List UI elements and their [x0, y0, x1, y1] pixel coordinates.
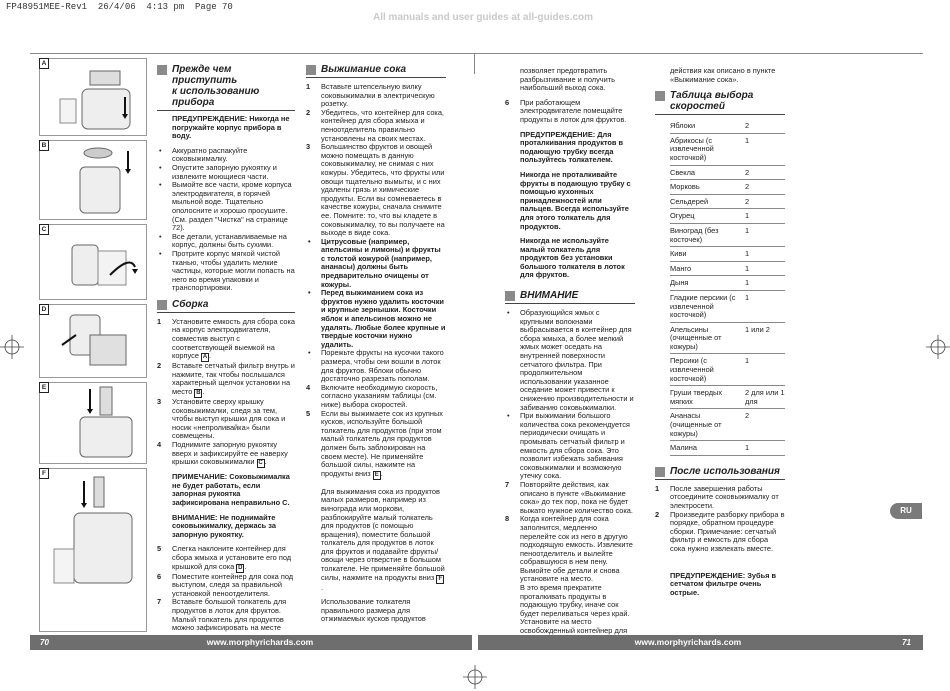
column-2 — [306, 64, 446, 630]
watermark-text: All manuals and user guides at all-guides.com — [373, 12, 594, 23]
column-4 — [655, 67, 785, 603]
list-item: 3 Установите сверху крышку соковыжималки, следя за тем, чтобы выступ крышки для сока и носик «непроливайка» были совмещены. — [157, 397, 286, 441]
section-after-use-heading — [655, 466, 785, 477]
list-item: 5 Слегка наклоните контейнер для сбора жмыха и установите его под крышкой для сока D . — [157, 544, 292, 571]
registration-mark-right-icon — [926, 335, 950, 359]
speed-table-row — [670, 119, 785, 134]
figure-label: D — [39, 304, 49, 315]
list-item: 7 Повторяйте действия, как описано в пункте «Выжимание сока» до тех пор, пока не будет выжато нужное количество сока. — [505, 479, 633, 515]
section-speed-table-heading — [655, 90, 785, 112]
speed-table-food: Манго — [670, 263, 692, 273]
speed-table-row — [670, 224, 785, 247]
pulp-container-illustration-icon — [40, 305, 146, 375]
speed-table-speed: 1 — [745, 135, 750, 145]
speed-table-speed: 2 — [745, 196, 750, 206]
center-crop-line — [474, 54, 475, 74]
speed-table-food: Малина — [670, 443, 697, 453]
list-item: • Все детали, устанавливаемые на корпус, должны быть сухими. — [157, 233, 295, 250]
list-item: • При выжимании большого количества сока рекомендуется периодически очищать и промывать сетчатый фильтр и емкость для сбора сока. Это позволит избежать забивания соковыжималки и возможную утечку сока. — [505, 412, 635, 481]
speed-table-food: Свекла — [670, 167, 696, 177]
continued-text: В это время прекратите проталкивать продукты в подающую трубку, иначе сок будет переливаться через край. Установите на место освобожденный контейнер для — [520, 583, 630, 636]
attention-list — [505, 309, 635, 481]
warning-text: ВНИМАНИЕ: Не поднимайте соковыжималку, держась за запорную рукоятку. — [172, 512, 276, 539]
list-item: 2 Вставьте сетчатый фильтр внутрь и нажмите, так чтобы послышался характерный щелчок установки на место B . — [157, 361, 295, 397]
section-square-icon — [655, 467, 665, 477]
speed-table-food: Огурец — [670, 211, 695, 221]
speed-table-food: Киви — [670, 249, 687, 259]
list-item: • Вымойте все части, кроме корпуса электродвигателя, в горячей мыльной воде. Тщательно ополосните и хорошо просушите. (См. раздел "Чистка" на странице 72). — [157, 181, 295, 233]
figure-label: E — [39, 382, 49, 393]
speed-table-speed: 1 — [745, 263, 750, 273]
section-rule — [157, 312, 295, 313]
section-rule — [157, 110, 295, 111]
section-square-icon — [157, 65, 167, 75]
footer-bar-right — [478, 635, 923, 650]
juicing-steps-continued — [306, 384, 446, 480]
speed-table-row — [670, 166, 785, 181]
speed-table-speed: 2 — [745, 182, 750, 192]
speed-table-food: Виноград (без косточек) — [670, 225, 719, 244]
list-item: 8 Когда контейнер для сока заполнится, медленно перелейте сок из него в другую подходящую емкость. Извлеките пеноотделитель и вылейте собравшуюся в нем пену. Вымойте обе детали и снова установите на место. — [505, 514, 633, 584]
list-item: • Перед выжиманием сока из фруктов нужно удалить косточки и крупные зернышки. Косточки яблок и апельсинов можно не удалять. Любые более крупные и твердые косточки нужно удалить. — [306, 289, 446, 349]
list-item: 2 Произведите разборку прибора в порядке, обратном процедуре сборки. Примечание: сетчатый фильтр и емкость для сбора сока нужно извлекать вместе. — [655, 509, 785, 553]
section-title: Таблица выбора — [670, 90, 754, 102]
continued-text: позволяет предотвратить разбрызгивание и получить наибольший выход сока. — [520, 66, 615, 93]
speed-table-row — [670, 291, 785, 323]
speed-table-speed: 2 — [745, 167, 750, 177]
section-title: Сборка — [172, 298, 209, 310]
section-title: к использованию — [172, 86, 260, 97]
paragraph-small-items: Для выжимания сока из продуктов малых размеров, например из винограда или моркови, разблокируйте малый толкатель для продуктов (с помощью вращения), поместите большой толкатель для продуктов в лоток для фруктов и подавайте фрукты/овощи через отверстие в большом толкателе. Не применяйте большой силы, нажмите на продукты вниз F. — [321, 486, 445, 592]
speed-table-food: Яблоки — [670, 121, 696, 131]
juicing-steps — [306, 83, 446, 238]
speed-table — [655, 119, 785, 456]
continued-text: действия как описано в пункте «Выжимание сока». — [670, 66, 776, 84]
section-rule — [306, 77, 446, 78]
speed-table-food: Гладкие персики (с извлеченной косточкой) — [670, 292, 736, 320]
list-item: 7 Вставьте большой толкатель для продуктов в лоток для фруктов. Малый толкатель для продуктов можно зафиксировать на месте — [157, 597, 287, 633]
figure-d — [39, 304, 147, 378]
list-item: 4 Поднимите запорную рукоятку вверх и зафиксируйте ее наверху крышки соковыжималки C . — [157, 440, 288, 467]
speed-table-speed: 2 для или 1 для — [745, 388, 785, 406]
footer-url-left: www.morphyrichards.com — [206, 637, 314, 647]
figure-label: C — [39, 224, 49, 235]
speed-table-food: Дыня — [670, 278, 689, 288]
paragraph-pusher-size: Использование толкателя правильного размера для отжимаемых кусков продуктов — [321, 597, 426, 624]
speed-table-speed: 1 — [745, 211, 750, 221]
column-3 — [505, 67, 635, 650]
note-text: ПРИМЕЧАНИЕ: Соковыжималка не будет работать, если запорная рукоятка зафиксирована неправильно C. — [172, 472, 290, 507]
section-juicing-heading — [306, 64, 446, 75]
list-item: 6 Поместите контейнер для сока под выступом, следя за правильной установкой пеноотделителя. — [157, 571, 294, 598]
speed-table-row — [670, 409, 785, 441]
registration-mark-bottom-icon — [463, 665, 487, 689]
list-item: 1 Вставьте штепсельную вилку соковыжималки в электрическую розетку. — [306, 82, 435, 109]
speed-table-row — [670, 195, 785, 210]
warning-text: Никогда не проталкивайте фрукты в подающую трубку с помощью кухонных принадлежностей или пальцев. Всегда используйте для этого толкатель для продуктов. — [520, 169, 631, 231]
section-rule — [655, 114, 785, 115]
section-title: скоростей — [670, 101, 725, 113]
section-before-use-heading — [157, 64, 295, 108]
section-square-icon — [655, 91, 665, 101]
list-item: 5 Если вы выжимаете сок из крупных кусков, используйте большой толкатель для продуктов (при этом малый толкатель для продуктов должен быть заблокирован на своем месте). Не применяйте большой силы, нажимте на продукты вниз E . — [306, 408, 443, 478]
speed-table-speed: 1 — [745, 356, 750, 366]
assembly-steps — [157, 318, 295, 468]
registration-mark-left-icon — [0, 335, 24, 359]
after-use-steps — [655, 485, 785, 554]
speed-table-food: Персики (с извлеченной косточкой) — [670, 356, 714, 383]
speed-table-food: Ананасы (очищенные от кожуры) — [670, 411, 722, 438]
speed-table-food: Апельсины (очищенные от кожуры) — [670, 324, 722, 351]
section-title: Прежде чем приступить — [172, 64, 238, 86]
speed-table-speed: 1 — [745, 278, 750, 288]
section-attention-heading — [505, 290, 635, 301]
footer-bar-left — [30, 635, 472, 650]
warning-text: Никогда не используйте малый толкатель для продуктов без установки большого толкателя в лоток для фруктов. — [520, 236, 625, 280]
warning-text: ПРЕДУПРЕЖДЕНИЕ: Никогда не погружайте корпус прибора в воду. — [172, 114, 290, 141]
list-item: • Цитрусовые (например, апельсины и лимоны) и фрукты с толстой кожурой (например, ананасы) должны быть предварительно очищены от кожуры. — [306, 238, 446, 290]
section-title: ВНИМАНИЕ — [520, 290, 579, 302]
speed-table-speed: 2 — [745, 411, 750, 421]
list-item: 4 Включите необходимую скорость, согласно указаниям таблицы (см. ниже) выбора скоростей. — [306, 382, 438, 409]
top-rule — [30, 53, 923, 54]
speed-table-row — [670, 276, 785, 291]
section-title: Выжимание сока — [321, 64, 407, 75]
speed-table-row — [670, 209, 785, 224]
section-rule — [655, 479, 785, 480]
list-item: • Порежьте фрукты на кусочки такого размера, чтобы они вошли в лоток для фруктов. Яблоки обычно достаточно разрезать пополам. — [306, 349, 446, 383]
warning-text: ПРЕДУПРЕЖДЕНИЕ: Для проталкивания продуктов в подающую трубку всегда пользуйтесь толкателем. — [520, 129, 624, 165]
speed-table-speed: 2 — [745, 121, 750, 131]
speed-table-speed: 1 или 2 — [745, 324, 770, 334]
speed-table-speed: 1 — [745, 249, 750, 259]
footer-url-right: www.morphyrichards.com — [634, 637, 742, 647]
speed-table-speed: 1 — [745, 225, 750, 235]
section-square-icon — [157, 300, 167, 310]
before-use-list — [157, 147, 295, 293]
speed-table-food: Сельдерей — [670, 196, 709, 206]
small-pusher-illustration-icon — [40, 469, 146, 629]
speed-table-speed: 1 — [745, 443, 750, 453]
juicing-step-6 — [505, 99, 635, 125]
column-1 — [157, 64, 295, 641]
speed-table-row — [670, 247, 785, 262]
speed-table-food: Абрикосы (с извлеченной косточкой) — [670, 135, 714, 162]
figures-column — [39, 58, 147, 632]
figure-label: F — [39, 468, 49, 479]
page-number-left: 70 — [40, 638, 49, 647]
filter-insert-illustration-icon — [40, 141, 146, 217]
figure-b — [39, 140, 147, 220]
speed-table-row — [670, 134, 785, 166]
speed-table-row — [670, 354, 785, 386]
speed-table-row — [670, 180, 785, 195]
figure-c — [39, 224, 147, 300]
list-item: • Аккуратно распакуйте соковыжималку. — [157, 147, 295, 164]
list-item: 1 Установите емкость для сбора сока на корпус электродвигателя, совместив выступ с соответствующей выемкой на корпусе A . — [157, 316, 296, 361]
warning-text: ПРЕДУПРЕЖДЕНИЕ: Зубья в сетчатом фильтре очень острые. — [670, 570, 777, 597]
assembly-steps-continued — [157, 545, 295, 641]
list-item: • Протрите корпус мягкой чистой тканью, чтобы удалить мелкие частицы, которые могли попасть на него во время упаковки и транспортировки. — [157, 250, 295, 293]
speed-table-speed: 1 — [745, 292, 750, 302]
list-item: 3 Большинство фруктов и овощей можно помещать в данную соковыжималку, не снимая с них кожуры. Убедитесь, что фрукты или овощи тщательно вымыты, и с них удалены грязь и химические продукты. Если вы сомневаетесь в качестве кожуры, сначала снимите ее. Помните: то, что вы кладете в соковыжималку, то вы получаете на выходе в виде сока. — [306, 142, 445, 238]
speed-table-row — [670, 386, 785, 409]
figure-a — [39, 58, 147, 136]
speed-table-food: Морковь — [670, 182, 700, 192]
speed-table-row — [670, 323, 785, 355]
list-item: • Опустите запорную рукоятку и извлеките моющиеся части. — [157, 164, 295, 181]
file-header-line: FP48951MEE-Rev1 26/4/06 4:13 pm Page 70 — [6, 2, 233, 12]
figure-f — [39, 468, 147, 632]
juicing-sub-list — [306, 238, 446, 384]
page-number-right: 71 — [902, 638, 911, 647]
section-rule — [505, 303, 635, 304]
speed-table-row — [670, 262, 785, 277]
section-assembly-heading — [157, 299, 295, 310]
list-item: • Образующийся жмых с крупными волокнами выбрасывается в контейнер для сбора жмыха, а более мелкий жмых может оседать на внутренней поверхности сетчатого фильтра. При продолжительном использовании указанное оседание может привести к снижению производительности и забиванию соковыжималки. — [505, 309, 635, 412]
juicer-base-illustration-icon — [40, 59, 146, 133]
figure-label: A — [39, 58, 49, 69]
section-square-icon — [306, 65, 316, 75]
list-item: 1 После завершения работы отсоедините соковыжималку от электросети. — [655, 483, 779, 510]
figure-e — [39, 382, 147, 464]
list-item: 6 При работающем электродвигателе помещайте продукты в лоток для фруктов. — [505, 97, 627, 124]
language-tab: RU — [890, 503, 922, 519]
figure-label: B — [39, 140, 49, 151]
list-item: 2 Убедитесь, что контейнер для сока, контейнер для сбора жмыха и пеноотделитель правильно установлены на своих местах. — [306, 107, 444, 143]
section-square-icon — [505, 291, 515, 301]
speed-table-food: Груши твердых мягких — [670, 388, 723, 406]
section-title: После использования — [670, 465, 780, 477]
large-pusher-illustration-icon — [40, 383, 146, 461]
locking-arm-illustration-icon — [40, 225, 146, 297]
section-title: прибора — [172, 97, 215, 108]
juicing-steps-final — [505, 481, 635, 584]
speed-table-row — [670, 441, 785, 456]
